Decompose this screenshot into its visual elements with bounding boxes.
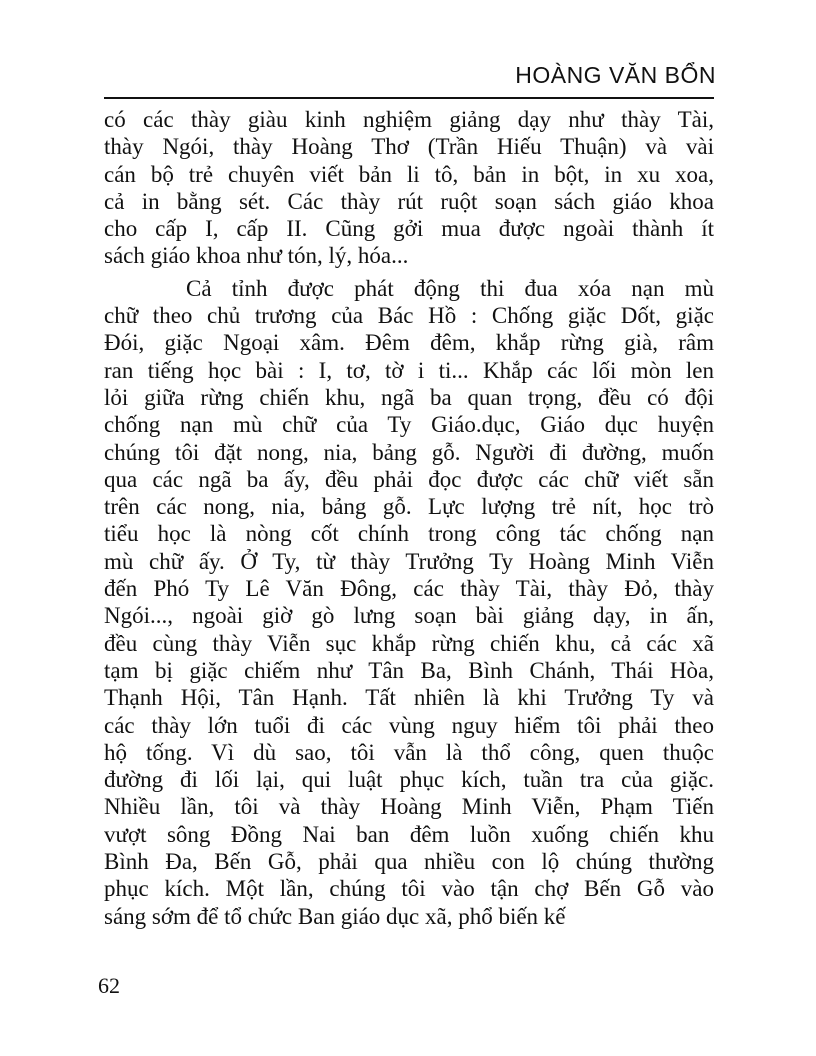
paragraph-1 [104,106,714,270]
text-line: Đói, giặc Ngoại xâm. Đêm đêm, khắp rừng già, râm [104,330,714,356]
text-line: đường đi lối lại, qui luật phục kích, tuần tra của giặc. [104,767,714,793]
text-line: mù chữ ấy. Ở Ty, từ thày Trưởng Ty Hoàng Minh Viễn [104,548,714,574]
text-line: cả in bằng sét. Các thày rút ruột soạn sách giáo khoa [104,188,714,214]
running-header-author: HOÀNG VĂN BỔN [515,62,716,88]
text-line: hộ tống. Vì dù sao, tôi vẫn là thổ công, quen thuộc [104,739,714,765]
text-line: vượt sông Đồng Nai ban đêm luồn xuống chiến khu [104,821,714,847]
text-line: chữ theo chủ trương của Bác Hồ : Chống giặc Dốt, giặc [104,303,714,329]
body-text [104,106,714,930]
text-line: Bình Đa, Bến Gỗ, phải qua nhiều con lộ chúng thường [104,849,714,875]
text-line: sách giáo khoa như tón, lý, hóa... [104,243,409,269]
text-line: có các thày giàu kinh nghiệm giảng dạy như thày Tài, [104,107,714,132]
text-line: tạm bị giặc chiếm như Tân Ba, Bình Chánh, Thái Hòa, [104,657,714,683]
text-line: qua các ngã ba ấy, đều phải đọc được các chữ viết sẵn [104,466,714,492]
text-line: chống nạn mù chữ của Ty Giáo.dục, Giáo dục huyện [104,412,714,438]
text-line: Thạnh Hội, Tân Hạnh. Tất nhiên là khi Trưởng Ty và [104,685,714,711]
text-line: lỏi giữa rừng chiến khu, ngã ba quan trọng, đều có đội [104,384,714,410]
text-line: sáng sớm để tổ chức Ban giáo dục xã, phổ biến kế [104,903,566,929]
text-line: đến Phó Ty Lê Văn Đông, các thày Tài, thày Đỏ, thày [104,576,714,602]
text-line: Ngói..., ngoài giờ gò lưng soạn bài giảng dạy, in ấn, [104,603,714,629]
text-line: thày Ngói, thày Hoàng Thơ (Trần Hiếu Thuận) và vài [104,134,714,160]
paragraph-2 [104,275,714,930]
text-line: các thày lớn tuổi đi các vùng nguy hiểm tôi phải theo [104,712,714,738]
text-line: trên các nong, nia, bảng gỗ. Lực lượng trẻ nít, học trò [104,494,714,520]
text-line: đều cùng thày Viễn sục khắp rừng chiến khu, cả các xã [104,630,714,656]
text-line: tiểu học là nòng cốt chính trong công tác chống nạn [104,521,714,547]
text-line: cho cấp I, cấp II. Cũng gởi mua được ngoài thành ít [104,216,714,242]
header-rule [104,97,714,99]
text-line: Cả tỉnh được phát động thi đua xóa nạn mù [186,275,714,301]
page-number: 62 [98,973,120,998]
text-line: Nhiều lần, tôi và thày Hoàng Minh Viễn, Phạm Tiến [104,794,714,820]
text-line: ran tiếng học bài : I, tơ, tờ i ti... Khắp các lối mòn len [104,357,714,383]
text-line: chúng tôi đặt nong, nia, bảng gỗ. Người đi đường, muốn [104,439,714,465]
text-line: cán bộ trẻ chuyên viết bản li tô, bản in bột, in xu xoa, [104,161,714,187]
text-line: phục kích. Một lần, chúng tôi vào tận chợ Bến Gỗ vào [104,876,714,902]
